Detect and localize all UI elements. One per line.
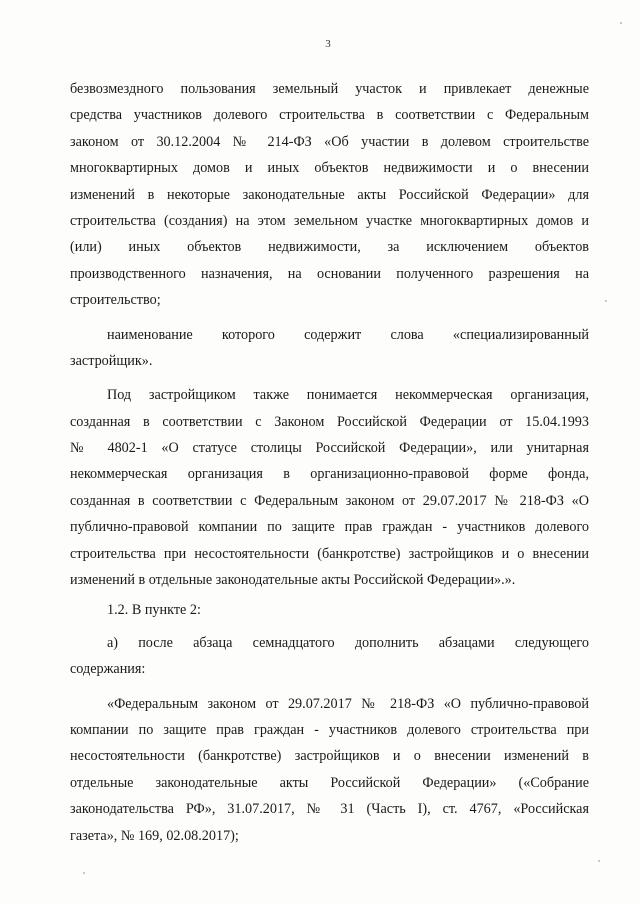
scan-speck <box>620 22 622 24</box>
text-line: безвозмездного пользования земельный участок и привлекает денежные <box>70 81 589 97</box>
text-line: изменений в отдельные законодательные акты Российской Федерации».». <box>70 572 516 589</box>
paragraph <box>70 382 589 593</box>
text-line: изменений в некоторые законодательные акты Российской Федерации» для <box>70 186 589 203</box>
text-line: застройщик». <box>70 352 153 369</box>
scan-speck <box>83 872 85 874</box>
text-line: многоквартирных домов и иных объектов недвижимости и о внесении <box>70 160 589 177</box>
text-line: № 4802-1 «О статусе столицы Российской Федерации», или унитарная <box>70 440 589 457</box>
text-line: несостоятельности (банкротстве) застройщиков и о внесении изменений в <box>70 748 589 765</box>
text-line: газета», № 169, 02.08.2017); <box>70 827 239 844</box>
text-line: строительство; <box>70 292 161 309</box>
text-line: законодательства РФ», 31.07.2017, № 31 (Часть I), ст. 4767, «Российская <box>70 801 589 818</box>
text-line: отдельные законодательные акты Российской Федерации» («Собрание <box>70 774 589 791</box>
text-line: законом от 30.12.2004 № 214-ФЗ «Об участии в долевом строительстве <box>70 133 589 150</box>
text-line: содержания: <box>70 661 146 678</box>
text-line: Под застройщиком также понимается некоммерческая организация, <box>107 387 589 404</box>
text-line: (или) иных объектов недвижимости, за исключением объектов <box>70 239 589 256</box>
text-line: производственного назначения, на основании полученного разрешения на <box>70 265 589 282</box>
text-line: строительства (создания) на этом земельном участке многоквартирных домов и <box>70 212 589 229</box>
paragraph <box>70 630 589 683</box>
paragraph <box>70 76 589 314</box>
text-line: средства участников долевого строительства в соответствии с Федеральным <box>70 107 589 124</box>
page-number: 3 <box>325 38 331 50</box>
paragraph <box>70 597 589 623</box>
text-line: наименование которого содержит слова «специализированный <box>107 326 589 343</box>
text-line: созданная в соответствии с Законом Российской Федерации от 15.04.1993 <box>70 413 589 430</box>
text-line: строительства при несостоятельности (банкротстве) застройщиков и о внесении <box>70 545 589 562</box>
text-line: «Федеральным законом от 29.07.2017 № 218-ФЗ «О публично-правовой <box>107 695 589 712</box>
scan-speck <box>598 860 600 862</box>
paragraph <box>70 322 589 375</box>
scan-speck <box>605 300 607 302</box>
text-line: компании по защите прав граждан - участников долевого строительства при <box>70 721 589 738</box>
document-body <box>70 76 589 849</box>
text-line: созданная в соответствии с Федеральным законом от 29.07.2017 № 218-ФЗ «О <box>70 492 589 509</box>
text-line: публично-правовой компании по защите прав граждан - участников долевого <box>70 519 589 536</box>
text-line: некоммерческая организация в организационно-правовой форме фонда, <box>70 466 589 483</box>
text-line: а) после абзаца семнадцатого дополнить абзацами следующего <box>107 634 589 651</box>
paragraph <box>70 691 589 849</box>
text-line: 1.2. В пункте 2: <box>107 602 201 619</box>
